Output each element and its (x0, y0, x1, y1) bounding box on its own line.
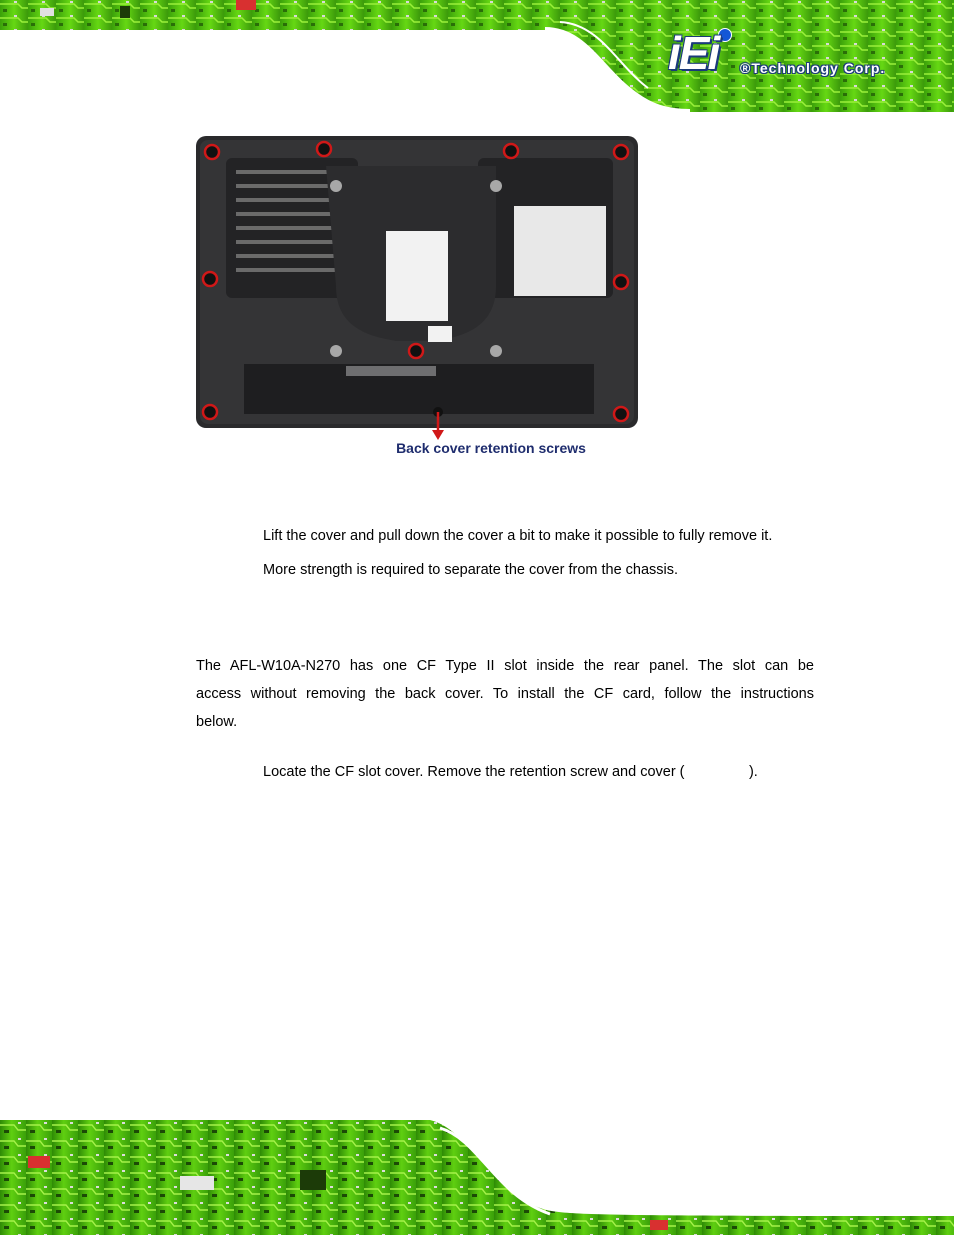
footer-pcb-banner (0, 1120, 954, 1235)
company-logo-text: ®Technology Corp. (740, 60, 886, 76)
step-locate-cf-slot: Locate the CF slot cover. Remove the retention screw and cover ( ). (263, 764, 762, 780)
back-cover-photo (196, 136, 638, 428)
cf-slot-paragraph (196, 652, 814, 736)
company-logo-mark: iEi (668, 27, 719, 79)
step-lift-cover: Lift the cover and pull down the cover a bit to make it possible to fully remove it. (263, 528, 773, 544)
center-label-sticker (386, 231, 448, 321)
right-label-sticker (514, 206, 606, 296)
figure-caption: Back cover retention screws (396, 440, 586, 456)
step-strength-note: More strength is required to separate the cover from the chassis. (263, 562, 679, 578)
paragraph-line: access without removing the back cover. To install the CF card, follow the instructions (196, 686, 814, 702)
paragraph-line: below. (196, 714, 238, 730)
logo-dot-icon (718, 28, 732, 42)
paragraph-line: The AFL-W10A-N270 has one CF Type II slot inside the rear panel. The slot can be (196, 658, 814, 674)
arrow-down-icon (430, 412, 446, 442)
header-pcb-banner (0, 0, 954, 112)
